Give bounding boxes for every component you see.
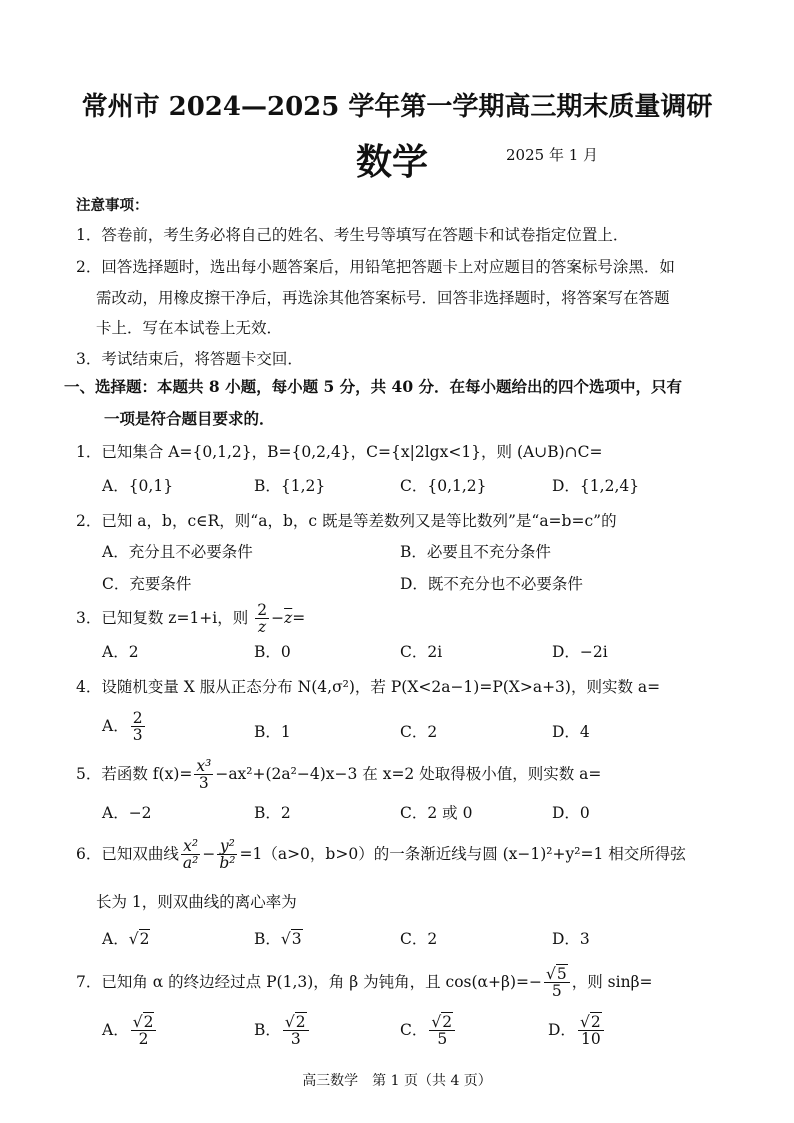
q1-option-a: A．{0,1} xyxy=(102,477,174,495)
q6-option-b xyxy=(254,927,303,949)
q6-option-a-sqrt: √2 xyxy=(128,930,150,948)
q5-option-b: B．2 xyxy=(254,804,291,822)
note-item-3: 3．考试结束后，将答题卡交回． xyxy=(76,350,303,368)
q6-option-a-label: A． xyxy=(102,930,129,948)
q5-option-c: C．2 或 0 xyxy=(400,804,473,822)
q7-option-c-fraction xyxy=(429,1014,455,1048)
q4-option-b: B．1 xyxy=(254,723,291,741)
q3-option-a: A．2 xyxy=(102,643,139,661)
q4-a-den: 3 xyxy=(132,726,143,745)
note-item-2: 2．回答选择题时，选出每小题答案后，用铅笔把答题卡上对应题目的答案标号涂黑．如 xyxy=(76,258,675,276)
q1-option-b: B．{1,2} xyxy=(254,477,326,495)
q7-b-sqrt: √2 xyxy=(284,1013,306,1031)
q1-option-d: D．{1,2,4} xyxy=(552,477,640,495)
q7-option-b xyxy=(254,1014,311,1048)
q6-b-radicand: 3 xyxy=(291,930,302,948)
q5-option-a: A．−2 xyxy=(102,804,152,822)
section-heading: 一、选择题：本题共 8 小题，每小题 5 分，共 40 分．在每小题给出的四个选项中，只有 xyxy=(64,377,683,396)
q7-b-num xyxy=(283,1014,309,1031)
q1-option-c: C．{0,1,2} xyxy=(400,477,487,495)
q7-a-den: 2 xyxy=(138,1030,149,1049)
q2-option-d: D．既不充分也不必要条件 xyxy=(400,575,583,593)
q3-frac-den: z xyxy=(258,618,267,637)
q3-fraction xyxy=(255,602,269,636)
q7-a-num xyxy=(131,1014,157,1031)
q4-option-a xyxy=(102,710,147,744)
q6-stem-end: =1（a>0，b>0）的一条渐近线与圆 (x−1)²+y²=1 相交所得弦 xyxy=(239,844,686,863)
q4-option-c: C．2 xyxy=(400,723,438,741)
q7-b-den: 3 xyxy=(290,1030,301,1049)
q6-fraction-x xyxy=(181,838,200,872)
q7-option-c-label: C． xyxy=(400,1020,428,1039)
q2-option-a: A．充分且不必要条件 xyxy=(102,543,253,561)
question-2-stem: 2．已知 a，b，c∈R，则“a，b，c 既是等差数列又是等比数列”是“a=b=c”的 xyxy=(76,512,617,530)
q7-option-a-label: A． xyxy=(102,1020,129,1039)
question-6-stem-cont: 长为 1，则双曲线的离心率为 xyxy=(96,893,297,911)
q6-stem-start: 6．已知双曲线 xyxy=(76,844,179,863)
question-1-stem: 1．已知集合 A={0,1,2}，B={0,2,4}，C={x|2lgx<1}，则 (A∪B)∩C= xyxy=(76,443,603,461)
q5-frac-den: 3 xyxy=(198,774,209,793)
q4-option-d: D．4 xyxy=(552,723,590,741)
question-4-stem: 4．设随机变量 X 服从正态分布 N(4,σ²)，若 P(X<2a−1)=P(X>a+3)，则实数 a= xyxy=(76,678,661,696)
q6-f2-num: y² xyxy=(217,838,237,855)
q7-a-radicand: 2 xyxy=(143,1013,154,1031)
q2-option-b: B．必要且不充分条件 xyxy=(400,543,551,561)
question-5-stem xyxy=(76,758,601,792)
q7-fraction xyxy=(544,966,570,1000)
q7-a-sqrt: √2 xyxy=(132,1013,154,1031)
q4-a-num: 2 xyxy=(132,709,143,727)
q7-c-den: 5 xyxy=(437,1030,448,1049)
q3-minus: − xyxy=(271,608,285,627)
q5-frac-num: x³ xyxy=(196,757,212,775)
q6-minus: − xyxy=(202,844,216,863)
q7-option-d-fraction xyxy=(578,1014,604,1048)
q7-option-b-fraction xyxy=(283,1014,309,1048)
q3-option-d: D．−2i xyxy=(552,643,608,661)
q6-a-radicand: 2 xyxy=(139,930,150,948)
q6-option-d: D．3 xyxy=(552,930,590,948)
notes-heading: 注意事项： xyxy=(76,197,149,214)
q7-radicand: 5 xyxy=(556,965,567,983)
exam-title: 常州市 2024—2025 学年第一学期高三期末质量调研 xyxy=(81,92,713,122)
q7-option-b-label: B． xyxy=(254,1020,281,1039)
q7-d-den: 10 xyxy=(580,1030,601,1049)
q7-d-sqrt: √2 xyxy=(579,1013,601,1031)
q6-option-c: C．2 xyxy=(400,930,438,948)
q7-d-radicand: 2 xyxy=(590,1013,601,1031)
q6-option-b-label: B． xyxy=(254,930,281,948)
q6-f1-num: x² xyxy=(181,838,200,855)
note-item-1: 1．答卷前，考生务必将自己的姓名、考生号等填写在答题卡和试卷指定位置上． xyxy=(76,226,629,244)
q3-option-c: C．2i xyxy=(400,643,443,661)
q7-c-num xyxy=(429,1014,455,1031)
q3-equals: = xyxy=(292,608,306,627)
q7-option-d-label: D． xyxy=(548,1020,576,1039)
q3-option-b: B．0 xyxy=(254,643,291,661)
q7-frac-num xyxy=(544,966,570,983)
note-item-2-cont: 需改动，用橡皮擦干净后，再选涂其他答案标号．回答非选择题时，将答案写在答题 xyxy=(96,289,670,307)
page-footer: 高三数学 第 1 页（共 4 页） xyxy=(302,1073,492,1089)
q3-zbar: $\overline{z}$ xyxy=(284,608,293,627)
q7-stem-end: ，则 sinβ= xyxy=(571,972,653,991)
q7-frac-den: 5 xyxy=(551,982,562,1001)
question-7-stem xyxy=(76,966,653,1000)
q6-fraction-y xyxy=(217,838,237,872)
q6-option-b-sqrt: √3 xyxy=(280,930,302,948)
q7-option-a xyxy=(102,1014,158,1048)
q3-frac-num: 2 xyxy=(257,601,268,619)
q6-f2-den: b² xyxy=(219,854,236,873)
q7-c-sqrt: √2 xyxy=(431,1013,453,1031)
exam-date: 2025 年 1 月 xyxy=(506,146,599,164)
question-3-stem xyxy=(76,602,305,636)
q7-stem-start: 7．已知角 α 的终边经过点 P(1,3)，角 β 为钝角，且 cos(α+β)=− xyxy=(76,972,542,991)
q7-b-radicand: 2 xyxy=(295,1013,306,1031)
q5-option-d: D．0 xyxy=(552,804,590,822)
q6-option-a xyxy=(102,927,150,949)
q7-option-a-fraction xyxy=(131,1014,157,1048)
q4-option-a-label: A． xyxy=(102,716,129,735)
q5-stem-start: 5．若函数 f(x)= xyxy=(76,764,193,783)
q2-option-c: C．充要条件 xyxy=(102,575,192,593)
q7-option-d xyxy=(548,1014,606,1048)
q7-d-num xyxy=(578,1014,604,1031)
q7-sqrt: √5 xyxy=(545,965,567,983)
q7-option-c xyxy=(400,1014,457,1048)
section-heading-cont: 一项是符合题目要求的． xyxy=(104,409,275,428)
note-item-2-end: 卡上．写在本试卷上无效． xyxy=(96,319,283,337)
q7-c-radicand: 2 xyxy=(442,1013,453,1031)
question-6-stem xyxy=(76,838,686,872)
q3-stem-start: 3．已知复数 z=1+i，则 xyxy=(76,608,249,627)
q5-fraction xyxy=(194,758,213,792)
q5-stem-end: −ax²+(2a²−4)x−3 在 x=2 处取得极小值，则实数 a= xyxy=(215,764,602,783)
subject-title: 数学 xyxy=(356,141,429,183)
q6-f1-den: a² xyxy=(182,854,199,873)
q4-option-a-fraction xyxy=(131,710,145,744)
